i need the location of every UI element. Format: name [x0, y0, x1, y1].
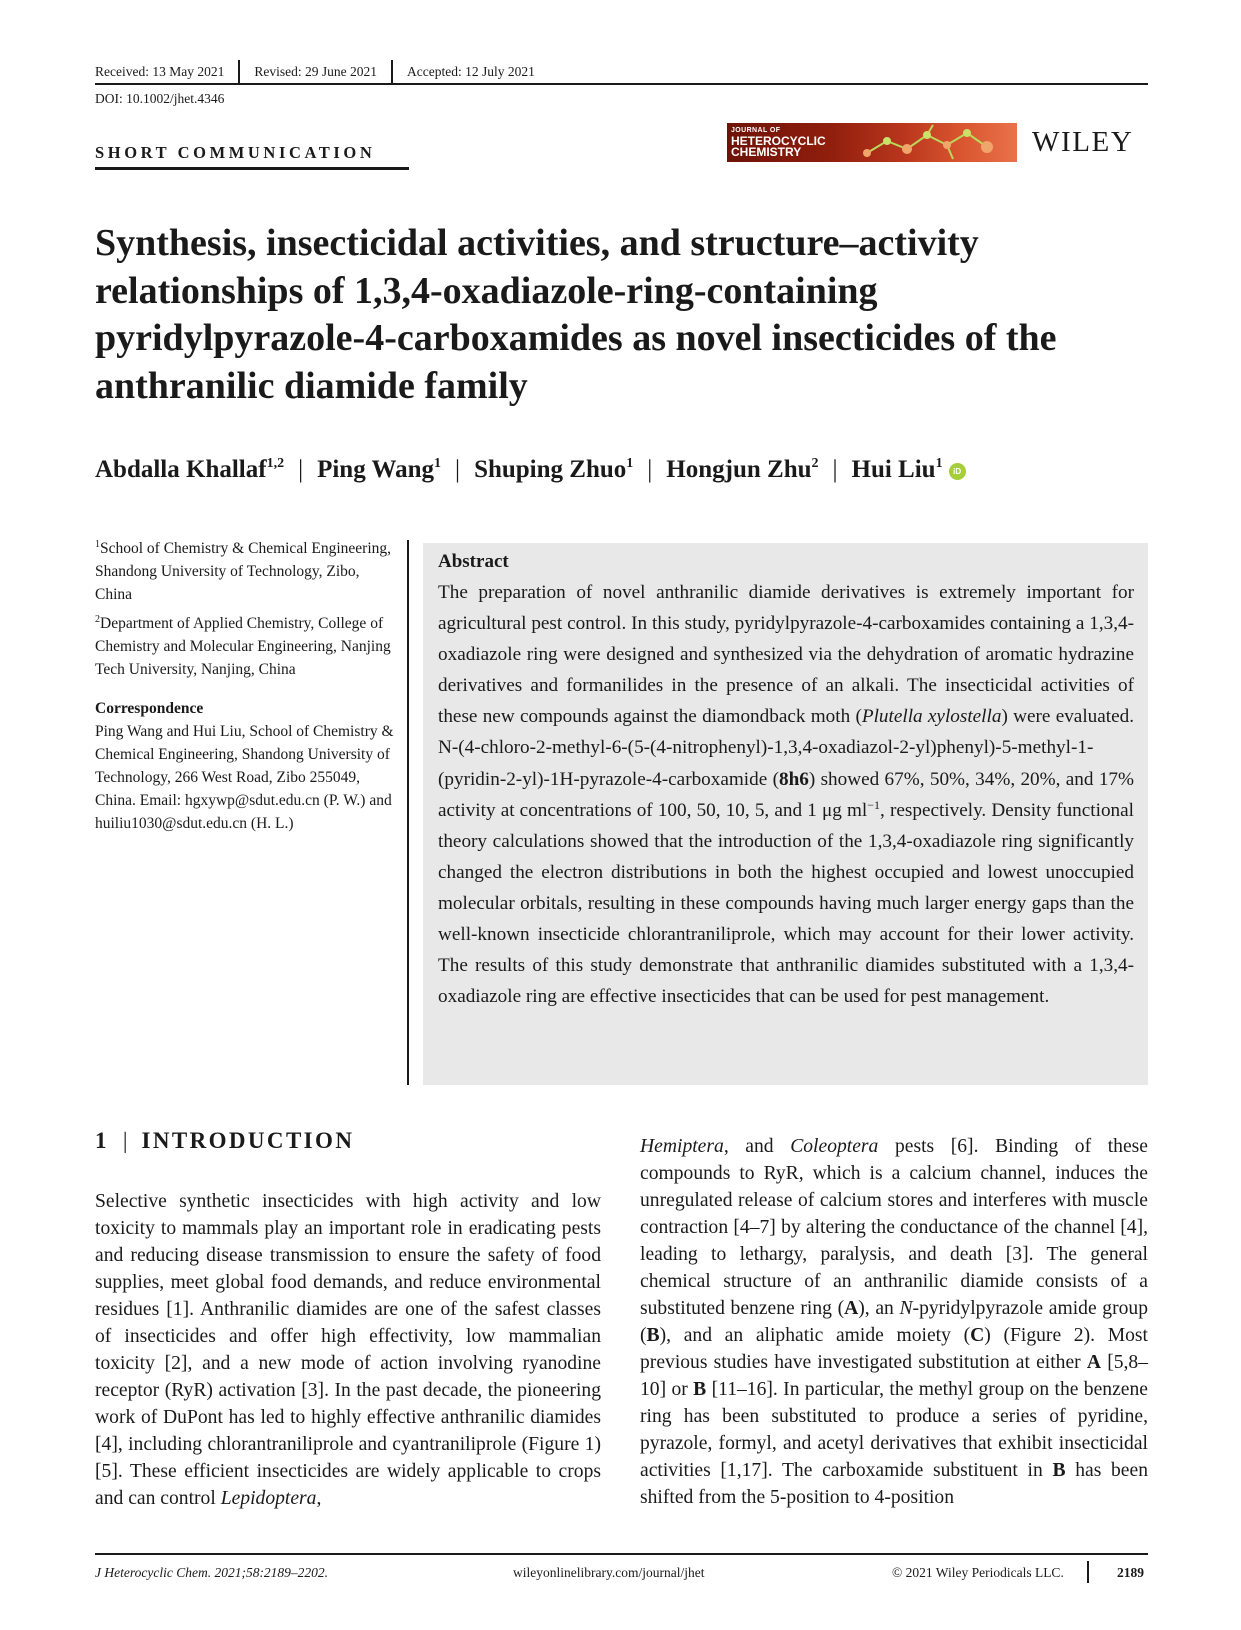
journal-citation: J Heterocyclic Chem. 2021;58:2189–2202.	[95, 1565, 329, 1580]
author-separator: |	[832, 456, 838, 483]
introduction-text-left: Selective synthetic insecticides with high activity and low toxicity to mammals play an important role in eradicating pests and reducing disease transmission to ensure the safety of food supplies, meet global food demands, and reduce environmental residues [1]. Anthranilic diamides are one of the safest classes of insecticides and offer high effectivity, low mammalian toxicity [2], and a new mode of action involving ryanodine receptor (RyR) activation [3]. In the past decade, the pioneering work of DuPont has led to highly effective anthranilic diamides [4], including chlorantraniliprole and cyantraniliprole (Figure 1) [5]. These efficient insecticides are widely applicable to crops and can control Lepidoptera,	[95, 1191, 601, 1509]
author-name[interactable]: Ping Wang	[317, 456, 435, 483]
publication-dates	[95, 60, 1147, 84]
author-affiliation-mark: 1,2	[266, 456, 285, 471]
section-heading-introduction: 1 | INTRODUCTION	[95, 1128, 355, 1153]
doi[interactable]: DOI: 10.1002/jhet.4346	[95, 91, 225, 106]
article-title: Synthesis, insecticidal activities, and structure–activity relationships of 1,3,4-oxadiazole-ring-containing pyridylpyrazole-4-carboxamides as novel insecticides of the anthranilic diamide family	[95, 222, 1057, 407]
author-affiliation-mark: 1	[434, 456, 442, 471]
abstract-box	[423, 543, 1148, 1085]
affiliation-2: $^2$Department of Applied Chemistry, College of Chemistry and Molecular Engineering, Nanjing Tech University, Nanjing, China	[95, 614, 391, 678]
author-list	[95, 456, 966, 484]
received-date: Received: 13 May 2021	[95, 64, 225, 79]
affiliation-1: $^1$School of Chemistry & Chemical Engineering, Shandong University of Technology, Zibo, China	[95, 539, 392, 603]
date-separator	[391, 60, 393, 84]
author-name[interactable]: Hui Liu	[851, 456, 936, 483]
date-separator	[238, 60, 240, 84]
header-rule	[95, 83, 1148, 85]
orcid-icon[interactable]: iD	[949, 463, 966, 480]
author-name[interactable]: Hongjun Zhu	[666, 456, 812, 483]
footer-separator	[1087, 1561, 1089, 1583]
page-number: 2189	[1117, 1565, 1144, 1580]
molecule-graphic-icon	[847, 123, 1017, 162]
journal-logo[interactable]	[727, 123, 1017, 162]
revised-date: Revised: 29 June 2021	[254, 64, 377, 79]
author-separator: |	[298, 456, 304, 483]
section-type-underline	[95, 167, 409, 170]
accepted-date: Accepted: 12 July 2021	[406, 64, 535, 79]
abstract-divider	[407, 540, 409, 1085]
introduction-text-right: Hemiptera, and Coleoptera pests [6]. Binding of these compounds to RyR, which is a calcium channel, induces the unregulated release of calcium stores and interferes with muscle contraction [4–7] by altering the conductance of the channel [4], leading to lethargy, paralysis, and death [3]. The general chemical structure of an anthranilic diamide consists of a substituted benzene ring (A), an N-pyridylpyrazole amide group (B), and an aliphatic amide moiety (C) (Figure 2). Most previous studies have investigated substitution at either A [5,8–10] or B [11–16]. In particular, the methyl group on the benzene ring has been substituted to produce a series of pyridine, pyrazole, formyl, and acetyl derivatives that exhibit insecticidal activities [1,17]. The carboxamide substituent in B has been shifted from the 5-position to 4-position	[640, 1136, 1149, 1508]
correspondence-email[interactable]: Email: hgxywp@sdut.edu.cn (P. W.) and huiliu1030@sdut.edu.cn (H. L.)	[95, 792, 392, 832]
abstract-text: The preparation of novel anthranilic diamide derivatives is extremely important for agricultural pest control. In this study, pyridylpyrazole-4-carboxamides containing a 1,3,4-oxadiazole ring were designed and synthesized via the dehydration of aromatic hydrazine derivatives and formanilides in the presence of an alkali. The insecticidal activities of these new compounds against the diamondback moth (Plutella xylostella) were evaluated. N-(4-chloro-2-methyl-6-(5-(4-nitrophenyl)-1,3,4-oxadiazol-2-yl)phenyl)-5-methyl-1-(pyridin-2-yl)-1H-pyrazole-4-carboxamide (8h6) showed 67%, 50%, 34%, 20%, and 17% activity at concentrations of 100, 50, 10, 5, and 1 μg $ml^{-1}$, respectively. Density functional theory calculations showed that the introduction of the 1,3,4-oxadiazole ring significantly changed the electron distributions in both the highest occupied and lowest unoccupied molecular orbitals, resulting in these compounds having much larger energy gaps than the well-known insecticide chlorantraniliprole, which may account for their lower activity. The results of this study demonstrate that anthranilic diamides substituted with a 1,3,4-oxadiazole ring are effective insecticides that can be used for pest management.	[438, 582, 1135, 1008]
author-affiliation-mark: 1	[935, 456, 943, 471]
section-type: SHORT COMMUNICATION	[95, 143, 376, 162]
page-footer	[95, 1561, 1148, 1585]
footer-rule	[95, 1553, 1148, 1555]
author-separator: |	[647, 456, 653, 483]
correspondence-text: Ping Wang and Hui Liu, School of Chemistry & Chemical Engineering, Shandong University of Technology, 266 West Road, Zibo 255049, China. Email: hgxywp@sdut.edu.cn (P. W.) and huiliu1030@sdut.edu.cn (H. L.)	[95, 723, 394, 832]
author-affiliation-mark: 2	[811, 456, 819, 471]
copyright: © 2021 Wiley Periodicals LLC.	[892, 1565, 1064, 1580]
author-name[interactable]: Shuping Zhuo	[474, 456, 627, 483]
affiliations	[95, 537, 395, 841]
author-name[interactable]: Abdalla Khallaf	[95, 456, 267, 483]
author-separator: |	[455, 456, 461, 483]
author-affiliation-mark: 1	[626, 456, 634, 471]
correspondence-heading: Correspondence	[95, 700, 204, 717]
publisher-logo[interactable]: WILEY	[1032, 126, 1134, 158]
journal-logo-text: JOURNAL OF HETEROCYCLIC CHEMISTRY	[731, 127, 826, 159]
abstract-heading: Abstract	[438, 551, 509, 572]
journal-url[interactable]: wileyonlinelibrary.com/journal/jhet	[513, 1565, 705, 1580]
